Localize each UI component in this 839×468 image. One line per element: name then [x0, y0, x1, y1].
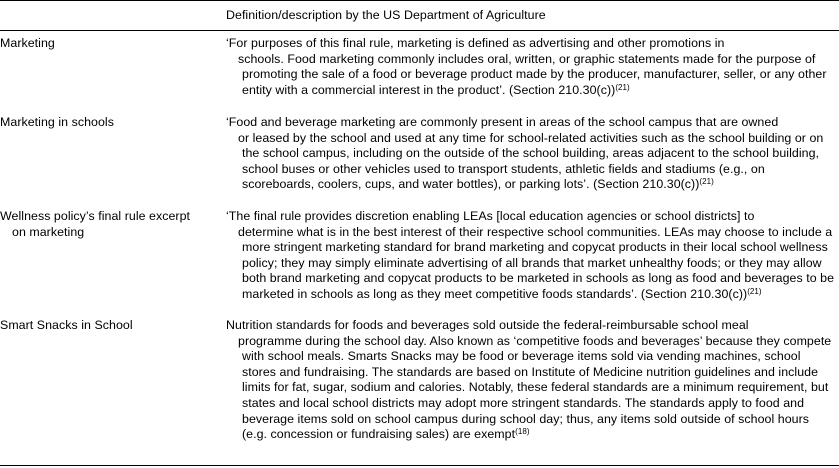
- term-text: Marketing: [0, 36, 55, 50]
- term-cell: [0, 209, 215, 240]
- definition-continuation: [230, 334, 834, 443]
- definition-first-line: ‘For purposes of this final rule, marketing is defined as advertising and other promotions in: [226, 36, 725, 50]
- definition-cell: [226, 209, 834, 303]
- definition-first-line: ‘The final rule provides discretion enabling LEAs [local education agencies or school districts] to: [226, 209, 755, 223]
- definition-continuation: [230, 131, 834, 193]
- definition-cell: [226, 318, 834, 443]
- term-cell: [0, 36, 215, 52]
- reference-number: (18): [515, 427, 530, 437]
- header-divider-rule: [0, 30, 839, 31]
- reference-number: (21): [747, 286, 762, 296]
- definition-first-line: Nutrition standards for foods and beverages sold outside the federal-reimbursable school meal: [226, 318, 749, 332]
- term-cell: [0, 115, 215, 131]
- definition-cell: [226, 115, 834, 193]
- definition-text: schools. Food marketing commonly includes oral, written, or graphic statements made for the purpose of promoting the sale of a food or beverage product made by the producer, manufacturer, seller, or any other entity with a commercial interest in the product’. (Section 210.30(c)): [238, 51, 827, 97]
- definition-continuation: [230, 225, 834, 303]
- column-header-definition: Definition/description by the US Department of Agriculture: [226, 8, 546, 22]
- term-text-continuation: on marketing: [12, 224, 85, 239]
- term-text: Wellness policy’s final rule excerpt: [0, 209, 191, 223]
- definition-text: programme during the school day. Also known as ‘competitive foods and beverages’ because they compete with school meals. Smarts Snacks may be food or beverage items sold via vending machines, school stores and fundraising. The standards are based on Institute of Medicine nutrition guidelines and include limits for fat, sugar, sodium and calories. Notably, these federal standards are a minimum requirement, but states and local school districts may adopt more stringent standards. The standards apply to food and beverage items sold on school campus during school day; thus, any items sold outside of school hours (e.g. concession or fundraising sales) are exempt: [238, 333, 832, 442]
- term-text: Marketing in schools: [0, 115, 114, 129]
- definition-continuation: [230, 52, 834, 99]
- reference-number: (21): [699, 177, 714, 187]
- definition-text: or leased by the school and used at any time for school-related activities such as the school building or on the school campus, including on the outside of the school building, areas adjacent to the school building, school buses or other vehicles used to transport students, athletic fields and stadiums (e.g., on scoreboards, coolers, cups, and water bottles), or parking lots’. (Section 210.30(c)): [238, 130, 824, 192]
- definition-text: determine what is in the best interest of their respective school communities. LEAs may choose to include a more stringent marketing standard for brand marketing and copycat products in their local school wellness policy; they may simply eliminate advertising of all brands that market unhealthy foods; or they may allow both brand marketing and copycat products to be marketed in schools as long as food and beverages to be marketed in schools as long as they meet competitive foods standards’. (Section 210.30(c)): [238, 224, 835, 301]
- table-top-rule: [0, 0, 839, 1]
- term-text: Smart Snacks in School: [0, 318, 133, 332]
- table-bottom-rule: [0, 465, 839, 466]
- definition-first-line: ‘Food and beverage marketing are commonly present in areas of the school campus that are owned: [226, 115, 779, 129]
- term-cell: [0, 318, 215, 334]
- reference-number: (21): [615, 82, 630, 92]
- definition-cell: [226, 36, 834, 98]
